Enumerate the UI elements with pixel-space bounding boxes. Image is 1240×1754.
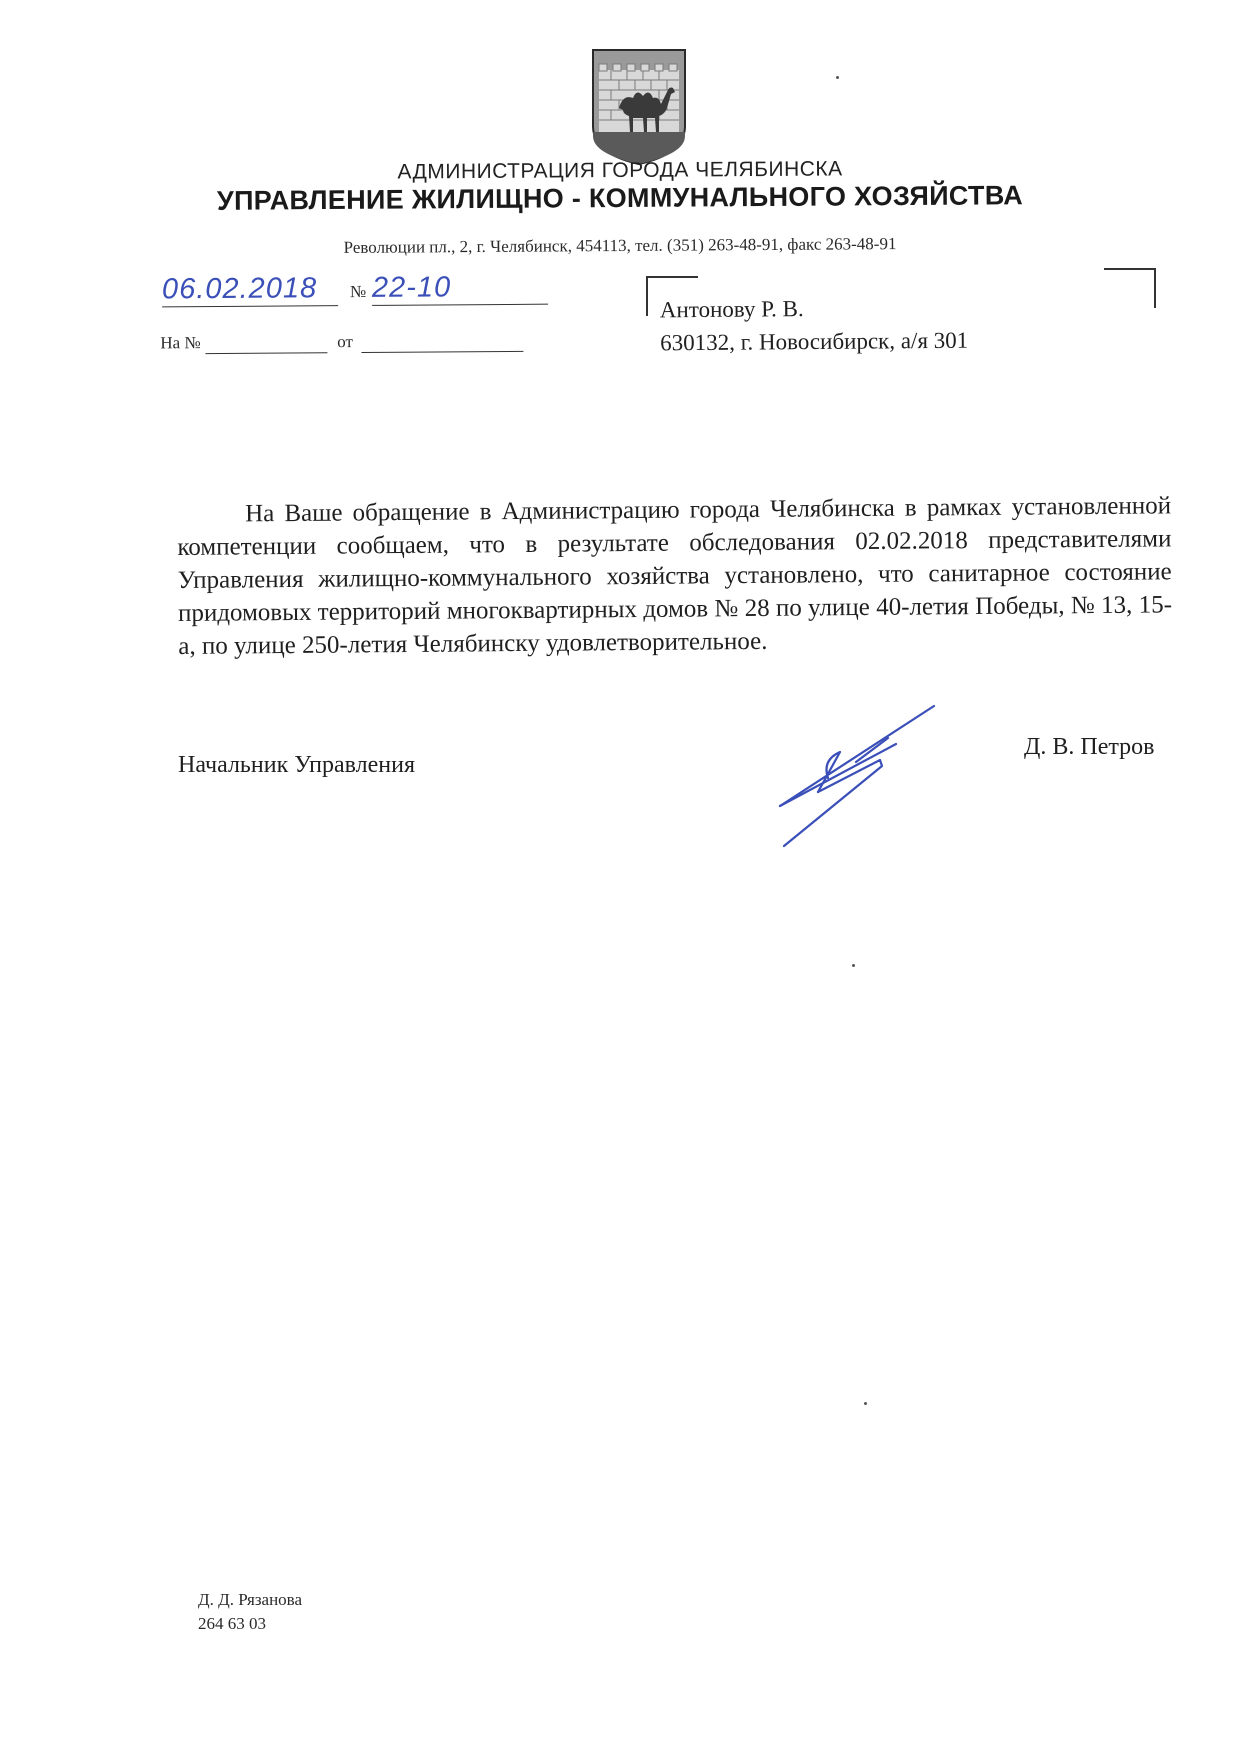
sender-address: Революции пл., 2, г. Челябинск, 454113, тел. (351) 263-48-91, факс 263-48-91 (343, 234, 897, 257)
address-corner-right (1104, 268, 1156, 308)
reply-from-label: от (337, 332, 353, 352)
recipient-address: 630132, г. Новосибирск, а/я 301 (660, 327, 969, 356)
scan-speck (852, 964, 855, 967)
camel-crest-icon (589, 48, 689, 166)
executor-name: Д. Д. Рязанова (198, 1590, 303, 1609)
recipient-name: Антонову Р. В. (659, 296, 804, 323)
number-label: № (349, 281, 367, 302)
letter-body: На Ваше обращение в Администрацию города Челябинска в рамках установленной компетенции сообщаем, что в результате обследования 02.02.2018 представителями Управления жилищно-коммунального хозяйства установлено, что санитарное состояние придомовых территорий многоквартирных домов № 28 по улице 40-летия Победы, № 13, 15-а, по улице 250-летия Челябинску удовлетворительное. (177, 492, 1173, 660)
outgoing-date: 06.02.2018 (162, 272, 338, 307)
signer-name: Д. В. Петров (1024, 734, 1155, 760)
reply-date-blank (361, 331, 523, 353)
executor-phone: 264 63 03 (198, 1614, 266, 1633)
outgoing-registration-row (160, 271, 560, 308)
reply-number-label: На № (160, 333, 201, 353)
reply-number-blank (205, 332, 327, 354)
department-title: УПРАВЛЕНИЕ ЖИЛИЩНО - КОММУНАЛЬНОГО ХОЗЯЙСТВА (216, 180, 1024, 216)
handwritten-signature (770, 700, 950, 860)
reply-reference-row (160, 331, 560, 368)
executor-block (198, 1588, 302, 1636)
registration-block (160, 271, 560, 353)
recipient-block (660, 291, 969, 360)
administration-title: АДМИНИСТРАЦИЯ ГОРОДА ЧЕЛЯБИНСКА (397, 157, 843, 184)
signer-position: Начальник Управления (178, 752, 415, 778)
scan-speck (836, 76, 839, 79)
outgoing-number: 22-10 (372, 271, 548, 306)
scan-speck (864, 1402, 867, 1405)
city-coat-of-arms (589, 48, 689, 166)
